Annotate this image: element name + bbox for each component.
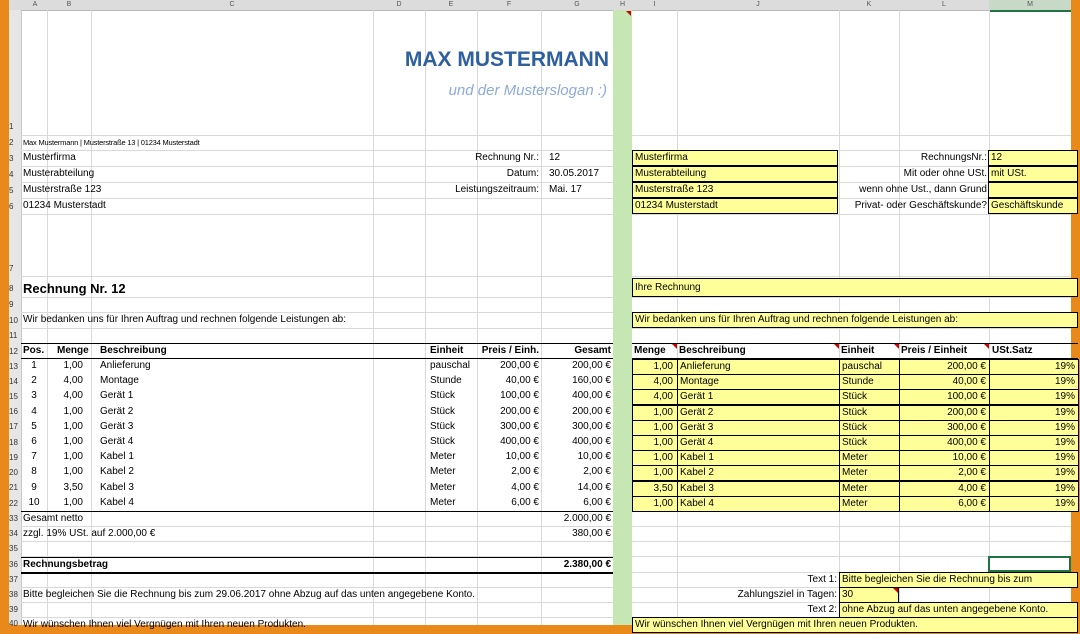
sender-line: Max Mustermann | Musterstraße 13 | 01234 Musterstadt: [23, 138, 200, 147]
table-cell[interactable]: Montage: [100, 375, 139, 386]
input-table-value: Stück: [842, 407, 868, 418]
table-cell[interactable]: 10: [28, 497, 40, 508]
table-cell[interactable]: 1,00: [63, 497, 83, 508]
col-header-gesamt: Gesamt: [574, 345, 611, 356]
input-table-value: Gerät 1: [680, 391, 714, 402]
gridline: [21, 214, 1071, 215]
gridline: [21, 328, 1071, 329]
table-cell[interactable]: Kabel 2: [100, 466, 134, 477]
table-cell[interactable]: 3,50: [63, 482, 83, 493]
input-table-value: 300,00 €: [947, 422, 986, 433]
gridline: [21, 297, 1071, 298]
input-field-value: 12: [991, 152, 1003, 163]
table-cell[interactable]: 400,00 €: [500, 436, 539, 447]
input-field-value: Geschäftskunde: [991, 200, 1064, 211]
table-cell[interactable]: Kabel 4: [100, 497, 134, 508]
input-col-header-ust: USt.Satz: [992, 345, 1033, 356]
meta-value[interactable]: 12: [549, 152, 561, 163]
ziel-value: 30: [842, 589, 854, 600]
input-field-value: mit USt.: [991, 168, 1027, 179]
gridline: [373, 10, 374, 625]
invoice-title[interactable]: Rechnung Nr. 12: [23, 281, 126, 296]
table-cell[interactable]: Kabel 1: [100, 451, 134, 462]
row-number[interactable]: 5: [9, 186, 14, 195]
input-field-cell[interactable]: [988, 182, 1078, 198]
input-table-value: 2,00 €: [958, 467, 986, 478]
input-table-value: 1,00: [653, 437, 673, 448]
input-table-value: 1,00: [653, 452, 673, 463]
input-address-line: Musterabteilung: [635, 168, 707, 179]
table-cell[interactable]: Gerät 3: [100, 421, 134, 432]
table-cell[interactable]: Anlieferung: [100, 360, 151, 371]
column-header-g[interactable]: G: [574, 1, 580, 8]
table-cell[interactable]: 2: [31, 375, 37, 386]
input-table-value: 10,00 €: [952, 452, 986, 463]
table-cell[interactable]: 6,00 €: [583, 497, 611, 508]
brutto-bottom-border: [21, 572, 613, 574]
row-number[interactable]: 37: [9, 575, 18, 584]
row-number[interactable]: 39: [9, 605, 18, 614]
ust-value[interactable]: 380,00 €: [572, 528, 611, 539]
table-cell[interactable]: 14,00 €: [577, 482, 611, 493]
company-slogan: und der Musterslogan :): [448, 82, 607, 99]
input-table-value: 40,00 €: [952, 376, 986, 387]
row-number[interactable]: 38: [9, 590, 18, 599]
comment-marker[interactable]: [894, 344, 899, 349]
table-cell[interactable]: 300,00 €: [500, 421, 539, 432]
row-number[interactable]: 4: [9, 170, 14, 179]
selected-cell[interactable]: [988, 556, 1071, 572]
input-table-value: 4,00: [653, 376, 673, 387]
row-number[interactable]: 2: [9, 138, 14, 147]
table-cell[interactable]: pauschal: [430, 360, 471, 371]
company-name: MAX MUSTERMANN: [404, 48, 609, 71]
column-header-l[interactable]: L: [942, 1, 946, 8]
input-table-value: Kabel 2: [680, 467, 714, 478]
col-header-preis: Preis / Einh.: [481, 345, 539, 356]
input-table-value: 19%: [1054, 391, 1075, 402]
table-cell[interactable]: Stück: [430, 406, 456, 417]
closing-text[interactable]: Wir wünschen Ihnen viel Vergnügen mit Ihren neuen Produkten.: [23, 619, 306, 630]
address-line[interactable]: Musterabteilung: [23, 168, 95, 179]
invoice-intro[interactable]: Wir bedanken uns für Ihren Auftrag und rechnen folgende Leistungen ab:: [23, 314, 347, 325]
input-table-value: 400,00 €: [947, 437, 986, 448]
table-cell[interactable]: 40,00 €: [505, 375, 539, 386]
input-address-line: Musterstraße 123: [635, 184, 714, 195]
table-cell[interactable]: Gerät 4: [100, 436, 134, 447]
col-header-beschreibung: Beschreibung: [100, 345, 167, 356]
text2-value: ohne Abzug auf das unten angegebene Konto.: [842, 604, 1049, 615]
col-header-menge: Menge: [57, 345, 89, 356]
comment-marker[interactable]: [672, 344, 677, 349]
gridline: [21, 541, 1071, 542]
column-header-f[interactable]: F: [506, 1, 512, 8]
input-table-value: Kabel 1: [680, 452, 714, 463]
input-table-value: Meter: [842, 498, 868, 509]
table-cell[interactable]: 3: [31, 390, 37, 401]
row-number[interactable]: 1: [9, 122, 14, 131]
netto-label: Gesamt netto: [23, 513, 84, 524]
table-cell[interactable]: Gerät 2: [100, 406, 134, 417]
row-number[interactable]: 35: [9, 544, 18, 553]
input-table-value: Gerät 2: [680, 407, 714, 418]
input-table-value: 3,50: [653, 483, 673, 494]
input-field-label: RechnungsNr.:: [920, 152, 987, 163]
ziel-label: Zahlungsziel in Tagen:: [737, 589, 837, 600]
input-table-value: pauschal: [842, 361, 883, 372]
row-number[interactable]: 13: [9, 362, 18, 371]
table-cell[interactable]: 10,00 €: [505, 451, 539, 462]
comment-marker[interactable]: [834, 344, 839, 349]
row-number[interactable]: 14: [9, 377, 18, 386]
row-number[interactable]: 16: [9, 407, 18, 416]
row-number[interactable]: 7: [9, 264, 14, 273]
table-cell[interactable]: 1,00: [63, 406, 83, 417]
comment-marker[interactable]: [626, 11, 631, 16]
table-cell[interactable]: 4,00 €: [511, 482, 539, 493]
table-cell[interactable]: 6: [31, 436, 37, 447]
input-table-value: Stück: [842, 437, 868, 448]
meta-label: Leistungszeitraum:: [455, 184, 539, 195]
input-table-value: Gerät 3: [680, 422, 714, 433]
row-number[interactable]: 33: [9, 514, 18, 523]
row-number[interactable]: 40: [9, 619, 18, 628]
input-closing: Wir wünschen Ihnen viel Vergnügen mit Ihren neuen Produkten.: [635, 619, 918, 630]
table-cell[interactable]: 400,00 €: [572, 436, 611, 447]
input-table-value: 19%: [1054, 422, 1075, 433]
column-header-e[interactable]: E: [448, 1, 454, 8]
table-cell[interactable]: 1,00: [63, 451, 83, 462]
address-line[interactable]: 01234 Musterstadt: [23, 200, 106, 211]
input-col-header-beschreibung: Beschreibung: [679, 345, 746, 356]
input-table-value: Stück: [842, 422, 868, 433]
brutto-value[interactable]: 2.380,00 €: [563, 559, 611, 570]
column-header-d[interactable]: D: [396, 1, 402, 8]
table-cell[interactable]: Stunde: [430, 375, 462, 386]
table-cell[interactable]: Kabel 3: [100, 482, 134, 493]
text2-label: Text 2:: [807, 604, 837, 615]
row-number[interactable]: 10: [9, 316, 18, 325]
row-number[interactable]: 18: [9, 438, 18, 447]
input-field-label: wenn ohne Ust., dann Grund: [859, 184, 987, 195]
table-cell[interactable]: 6,00 €: [511, 497, 539, 508]
comment-marker[interactable]: [893, 588, 898, 593]
netto-value[interactable]: 2.000,00 €: [563, 513, 611, 524]
input-table-value: 4,00 €: [958, 483, 986, 494]
input-table-value: 6,00 €: [958, 498, 986, 509]
input-table-value: Meter: [842, 452, 868, 463]
input-table-value: Anlieferung: [680, 361, 731, 372]
input-table-value: Stück: [842, 391, 868, 402]
input-table-value: 1,00: [653, 407, 673, 418]
address-line[interactable]: Musterstraße 123: [23, 184, 102, 195]
table-cell[interactable]: Meter: [430, 466, 456, 477]
separator-column: [613, 10, 632, 625]
row-number[interactable]: 12: [9, 347, 18, 356]
table-cell[interactable]: 1: [31, 360, 37, 371]
table-cell[interactable]: 4,00: [63, 375, 83, 386]
input-table-value: 1,00: [653, 422, 673, 433]
gridline: [21, 276, 1071, 277]
table-cell[interactable]: 1,00: [63, 421, 83, 432]
input-table-value: 19%: [1054, 498, 1075, 509]
table-cell[interactable]: 1,00: [63, 466, 83, 477]
table-cell[interactable]: 200,00 €: [572, 406, 611, 417]
row-number[interactable]: 9: [9, 300, 14, 309]
payment-text[interactable]: Bitte begleichen Sie die Rechnung bis zum 29.06.2017 ohne Abzug auf das unten angegebene Konto.: [23, 589, 476, 600]
column-header-c[interactable]: C: [229, 1, 235, 8]
table-cell[interactable]: 10,00 €: [577, 451, 611, 462]
table-cell[interactable]: Meter: [430, 451, 456, 462]
table-cell[interactable]: 5: [31, 421, 37, 432]
input-table-value: 200,00 €: [947, 361, 986, 372]
column-header-a[interactable]: A: [32, 1, 38, 8]
input-table-value: Montage: [680, 376, 719, 387]
table-cell[interactable]: 160,00 €: [572, 375, 611, 386]
table-cell[interactable]: 7: [31, 451, 37, 462]
row-number[interactable]: 21: [9, 483, 18, 492]
address-line[interactable]: Musterfirma: [23, 152, 76, 163]
row-number[interactable]: 22: [9, 499, 18, 508]
brutto-label: Rechnungsbetrag: [23, 559, 109, 570]
text1-value: Bitte begleichen Sie die Rechnung bis zum: [842, 574, 1033, 585]
input-table-value: 1,00: [653, 498, 673, 509]
input-table-value: Meter: [842, 467, 868, 478]
input-address-line: 01234 Musterstadt: [635, 200, 718, 211]
input-table-value: 4,00: [653, 391, 673, 402]
input-table-value: 19%: [1054, 467, 1075, 478]
table-cell[interactable]: 100,00 €: [500, 390, 539, 401]
input-table-value: Meter: [842, 483, 868, 494]
input-table-value: 100,00 €: [947, 391, 986, 402]
input-table-value: Kabel 3: [680, 483, 714, 494]
table-cell[interactable]: Stück: [430, 390, 456, 401]
table-cell[interactable]: 2,00 €: [511, 466, 539, 477]
row-number[interactable]: 6: [9, 202, 14, 211]
input-col-header-einheit: Einheit: [841, 345, 875, 356]
input-table-value: 19%: [1054, 361, 1075, 372]
meta-value[interactable]: 30.05.2017: [549, 168, 600, 179]
row-number[interactable]: 36: [9, 560, 18, 569]
input-intro: Wir bedanken uns für Ihren Auftrag und rechnen folgende Leistungen ab:: [635, 314, 959, 325]
table-cell[interactable]: 4,00: [63, 390, 83, 401]
row-number[interactable]: 19: [9, 453, 18, 462]
table-cell[interactable]: 4: [31, 406, 37, 417]
gridline: [477, 10, 478, 625]
input-field-label: Mit oder ohne USt.: [903, 168, 987, 179]
row-number[interactable]: 20: [9, 468, 18, 477]
column-header-j[interactable]: J: [756, 1, 760, 8]
row-number[interactable]: 34: [9, 529, 18, 538]
input-field-label: Privat- oder Geschäftskunde?: [854, 200, 987, 211]
meta-label: Datum:: [506, 168, 539, 179]
table-cell[interactable]: Stück: [430, 421, 456, 432]
input-table-value: Kabel 4: [680, 498, 714, 509]
column-header-k[interactable]: K: [866, 1, 872, 8]
row-number[interactable]: 3: [9, 154, 14, 163]
brutto-top-border: [21, 557, 613, 558]
col-header-pos: Pos.: [23, 345, 45, 356]
table-cell[interactable]: 8: [31, 466, 37, 477]
column-header-m[interactable]: M: [989, 0, 1071, 12]
col-header-einheit: Einheit: [430, 345, 464, 356]
table-cell[interactable]: 2,00 €: [583, 466, 611, 477]
input-table-value: Stunde: [842, 376, 874, 387]
input-address-line: Musterfirma: [635, 152, 688, 163]
spreadsheet-window: [9, 0, 1075, 630]
row-number[interactable]: 15: [9, 392, 18, 401]
table-cell[interactable]: 9: [31, 482, 37, 493]
text1-label: Text 1:: [807, 574, 837, 585]
table-cell[interactable]: Stück: [430, 436, 456, 447]
column-header-h[interactable]: H: [619, 1, 626, 8]
input-table-value: 200,00 €: [947, 407, 986, 418]
table-cell[interactable]: 400,00 €: [572, 390, 611, 401]
input-col-header-preis: Preis / Einheit: [901, 345, 968, 356]
meta-value[interactable]: Mai. 17: [549, 184, 582, 195]
ust-label: zzgl. 19% USt. auf 2.000,00 €: [23, 528, 156, 539]
table-cell[interactable]: 1,00: [63, 360, 83, 371]
column-header-b[interactable]: B: [66, 1, 72, 8]
input-col-header-menge: Menge: [634, 345, 666, 356]
input-table-value: 19%: [1054, 407, 1075, 418]
table-cell[interactable]: Meter: [430, 482, 456, 493]
table-cell[interactable]: 200,00 €: [500, 406, 539, 417]
table-cell[interactable]: Gerät 1: [100, 390, 134, 401]
input-table-value: 1,00: [653, 467, 673, 478]
table-cell[interactable]: 1,00: [63, 436, 83, 447]
meta-label: Rechnung Nr.:: [475, 152, 539, 163]
input-table-value: 19%: [1054, 452, 1075, 463]
input-table-value: 19%: [1054, 437, 1075, 448]
table-cell[interactable]: 200,00 €: [500, 360, 539, 371]
table-cell[interactable]: Meter: [430, 497, 456, 508]
input-table-value: 1,00: [653, 361, 673, 372]
gridline: [425, 10, 426, 625]
table-cell[interactable]: 200,00 €: [572, 360, 611, 371]
input-table-value: 19%: [1054, 376, 1075, 387]
comment-marker[interactable]: [984, 344, 989, 349]
totals-border: [21, 511, 613, 512]
row-number[interactable]: 11: [9, 331, 18, 340]
input-table-value: Gerät 4: [680, 437, 714, 448]
input-title: Ihre Rechnung: [635, 282, 701, 293]
row-number[interactable]: 8: [9, 284, 14, 293]
row-number[interactable]: 17: [9, 422, 18, 431]
column-header-i[interactable]: I: [653, 1, 656, 8]
table-cell[interactable]: 300,00 €: [572, 421, 611, 432]
input-table-value: 19%: [1054, 483, 1075, 494]
